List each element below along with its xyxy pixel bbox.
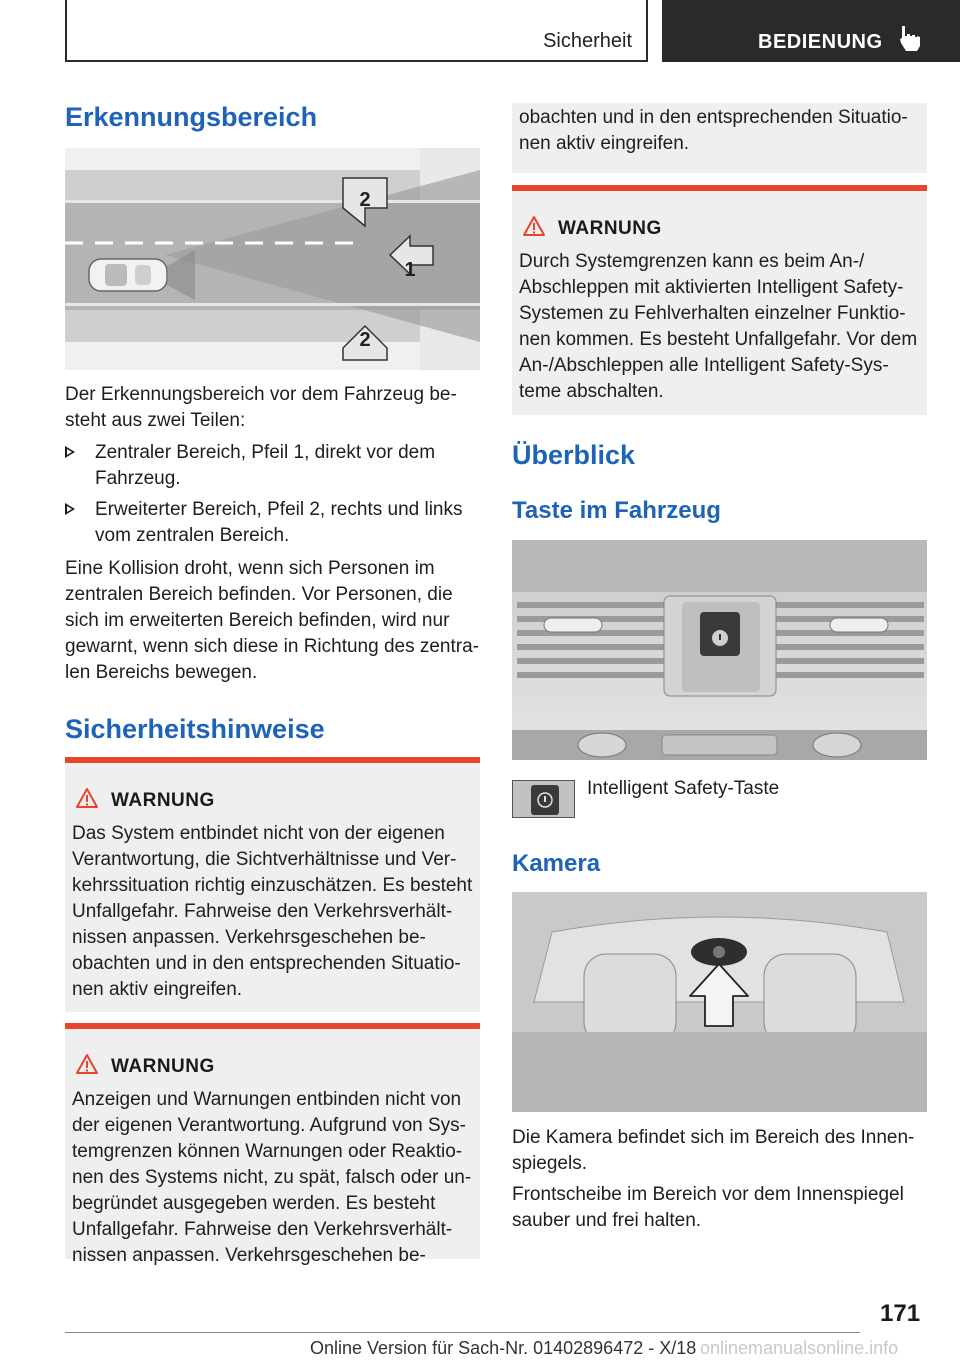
triangle-bullet-icon: [65, 446, 75, 458]
collision-line-3: sich im erweiterten Bereich befinden, wird nur: [65, 610, 450, 631]
windshield-line-1: Frontscheibe im Bereich vor dem Innenspiegel: [512, 1184, 904, 1205]
pointing-hand-icon: [898, 24, 924, 54]
warning-2-title: WARNUNG: [111, 1056, 215, 1077]
collision-line-2: zentralen Bereich befinden. Vor Personen, die: [65, 584, 453, 605]
warning-3-title: WARNUNG: [558, 218, 662, 239]
warning-triangle-icon: [522, 215, 546, 237]
intro-paragraph: [65, 382, 480, 434]
detection-area-svg: [65, 148, 480, 370]
collision-line-5: len Bereichs bewegen.: [65, 662, 258, 683]
online-version-note: Online Version für Sach-Nr. 01402896472 - X/18: [310, 1338, 697, 1358]
warning-triangle-icon: [75, 787, 99, 809]
camera-line-1: Die Kamera befindet sich im Bereich des Innen-: [512, 1127, 915, 1148]
button-caption: Intelligent Safety-Taste: [587, 778, 780, 799]
intelligent-safety-button-thumbnail: [512, 780, 575, 818]
warning-box-3: [512, 185, 927, 415]
warning-2-line-6: Unfallgefahr. Fahrweise den Verkehrsverhält-: [72, 1219, 453, 1240]
section-label: Sicherheit: [543, 30, 632, 52]
warning-box-1: [65, 757, 480, 1012]
footer-divider: [65, 1332, 860, 1333]
camera-photo-svg: [512, 892, 927, 1112]
warning-1-line-4: Unfallgefahr. Fahrweise den Verkehrsverhält-: [72, 901, 453, 922]
chapter-tab: [662, 0, 960, 62]
collision-paragraph: [65, 556, 480, 686]
warning-2-line-3: temgrenzen können Warnungen oder Reaktio-: [72, 1141, 463, 1162]
heading-button-in-vehicle: Taste im Fahrzeug: [512, 497, 721, 524]
warning-1-line-6: obachten und in den entsprechenden Situatio-: [72, 953, 461, 974]
warning-3-line-1: Durch Systemgrenzen kann es beim An-/: [519, 251, 865, 272]
warning-1-line-2: Verantwortung, die Sichtverhältnisse und Ver-: [72, 849, 457, 870]
warning-3-line-2: Abschleppen mit aktivierten Intelligent Safety-: [519, 277, 904, 298]
camera-line-2: spiegels.: [512, 1153, 587, 1174]
header-section-tab: [65, 0, 648, 62]
bullet-2-line-2: vom zentralen Bereich.: [95, 525, 290, 546]
bullet-2-line-1: Erweiterter Bereich, Pfeil 2, rechts und links: [95, 499, 463, 520]
camera-paragraph: [512, 1125, 927, 1177]
label-arrow-1: 1: [404, 259, 416, 281]
safety-button-icon: [513, 781, 575, 818]
bullet-1-line-2: Fahrzeug.: [95, 468, 181, 489]
heading-safety-notes: Sicherheitshinweise: [65, 714, 325, 744]
warning-3-line-4: nen kommen. Es besteht Unfallgefahr. Vor dem: [519, 329, 918, 350]
warning-2-line-1: Anzeigen und Warnungen entbinden nicht von: [72, 1089, 462, 1110]
collision-line-1: Eine Kollision droht, wenn sich Personen im: [65, 558, 435, 579]
page-number: 171: [880, 1300, 921, 1327]
warning-1-line-3: kehrssituation richtig einzuschätzen. Es besteht: [72, 875, 473, 896]
warning-3-line-5: An-/Abschleppen alle Intelligent Safety-Sys-: [519, 355, 889, 376]
camera-location-photo: [512, 892, 927, 1112]
warning-box-2: [65, 1023, 480, 1266]
warning-2-line-5: begründet ausgegeben werden. Es besteht: [72, 1193, 436, 1214]
intro-line-1: Der Erkennungsbereich vor dem Fahrzeug be-: [65, 384, 457, 405]
detection-area-diagram: [65, 148, 480, 370]
label-arrow-2-top: 2: [359, 189, 371, 211]
footer-watermark: onlinemanualsonline.info: [700, 1338, 899, 1358]
warning-1-line-7: nen aktiv eingreifen.: [72, 979, 243, 1000]
heading-detection-area: Erkennungsbereich: [65, 102, 318, 132]
collision-line-4: gewarnt, wenn sich diese in Richtung des zentra-: [65, 636, 480, 657]
warning-1-line-1: Das System entbindet nicht von der eigenen: [72, 823, 445, 844]
triangle-bullet-icon: [65, 503, 75, 515]
warning-2-continued-text: [519, 105, 924, 157]
heading-camera: Kamera: [512, 850, 601, 877]
chapter-label: BEDIENUNG: [758, 31, 883, 53]
warning-box-2-continued: [512, 103, 927, 173]
bullet-central-area: [65, 440, 480, 492]
warning-1-text: [72, 821, 477, 1003]
warning-2-cont-line-1: obachten und in den entsprechenden Situatio-: [519, 107, 908, 128]
warning-2-cont-line-2: nen aktiv eingreifen.: [519, 133, 690, 154]
windshield-paragraph: [512, 1182, 927, 1234]
bullet-extended-area: [65, 497, 480, 549]
dashboard-button-photo: [512, 540, 927, 760]
intro-line-2: steht aus zwei Teilen:: [65, 410, 246, 431]
warning-2-text: [72, 1087, 477, 1269]
warning-2-line-7: nissen anpassen. Verkehrsgeschehen be-: [72, 1245, 426, 1266]
warning-2-line-4: nen des Systems nicht, zu spät, falsch oder un-: [72, 1167, 472, 1188]
bullet-1-line-1: Zentraler Bereich, Pfeil 1, direkt vor dem: [95, 442, 436, 463]
windshield-line-2: sauber und frei halten.: [512, 1210, 702, 1231]
warning-triangle-icon: [75, 1053, 99, 1075]
warning-3-line-3: Systemen zu Fehlverhalten einzelner Funktio-: [519, 303, 906, 324]
warning-2-line-2: der eigenen Verantwortung. Aufgrund von Sys-: [72, 1115, 466, 1136]
label-arrow-2-bottom: 2: [359, 329, 371, 351]
dashboard-photo-svg: [512, 540, 927, 760]
warning-1-title: WARNUNG: [111, 790, 215, 811]
warning-1-line-5: nissen anpassen. Verkehrsgeschehen be-: [72, 927, 426, 948]
warning-3-text: [519, 249, 924, 405]
warning-3-line-6: teme abschalten.: [519, 381, 664, 402]
heading-overview: Überblick: [512, 440, 636, 470]
